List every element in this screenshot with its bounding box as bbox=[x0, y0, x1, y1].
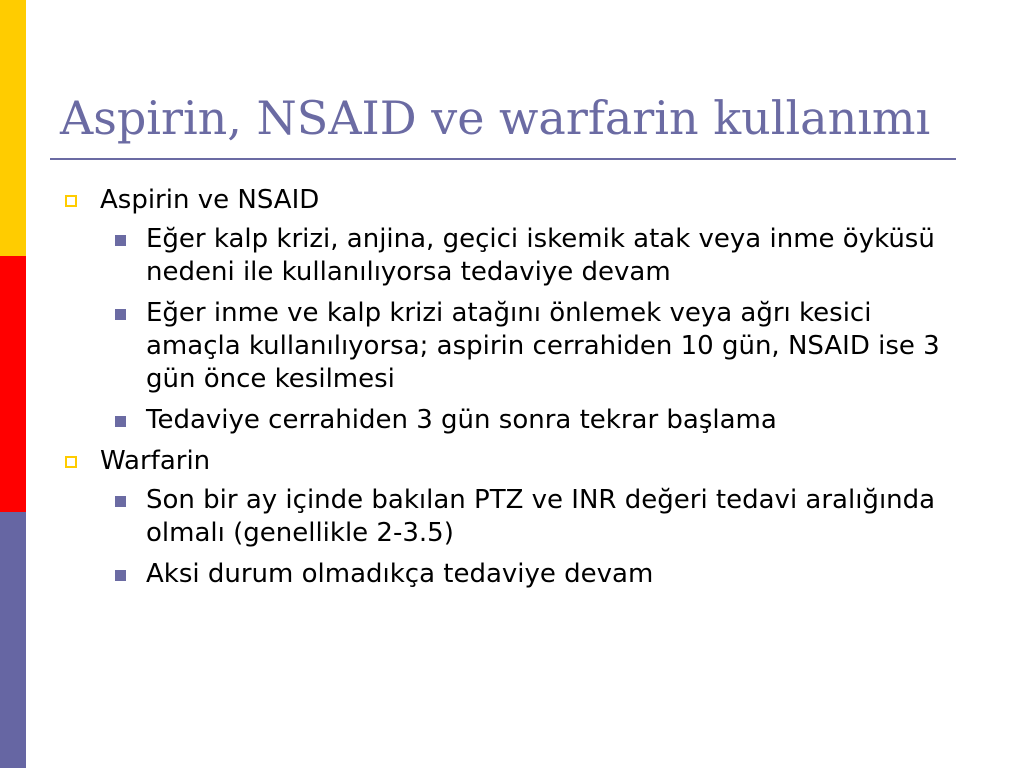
filled-square-bullet-icon bbox=[115, 309, 126, 320]
section-label: Aspirin ve NSAID bbox=[100, 185, 320, 215]
hollow-square-bullet-icon bbox=[65, 195, 77, 207]
filled-square-bullet-icon bbox=[115, 416, 126, 427]
side-bar-blue-segment bbox=[0, 512, 26, 768]
list-item bbox=[100, 223, 942, 289]
list-item bbox=[100, 484, 942, 550]
title-underline-rule bbox=[50, 158, 956, 160]
decorative-side-bar bbox=[0, 0, 26, 768]
section-aspirin-nsaid bbox=[62, 184, 962, 437]
filled-square-bullet-icon bbox=[115, 235, 126, 246]
list-item-text: Aksi durum olmadıkça tedaviye devam bbox=[146, 559, 654, 589]
list-item-text: Tedaviye cerrahiden 3 gün sonra tekrar başlama bbox=[146, 405, 777, 435]
hollow-square-bullet-icon bbox=[65, 456, 77, 468]
list-item bbox=[100, 297, 942, 396]
list-item-text: Eğer inme ve kalp krizi atağını önlemek veya ağrı kesici amaçla kullanılıyorsa; aspirin cerrahiden 10 gün, NSAID ise 3 gün önce kesilmesi bbox=[146, 298, 940, 394]
sub-bullet-list bbox=[100, 484, 962, 591]
slide-content bbox=[62, 184, 962, 599]
filled-square-bullet-icon bbox=[115, 570, 126, 581]
list-item bbox=[100, 404, 942, 437]
sub-bullet-list bbox=[100, 223, 962, 437]
list-item-text: Son bir ay içinde bakılan PTZ ve INR değeri tedavi aralığında olmalı (genellikle 2-3.5) bbox=[146, 485, 936, 548]
filled-square-bullet-icon bbox=[115, 496, 126, 507]
list-item bbox=[100, 558, 942, 591]
side-bar-red-segment bbox=[0, 256, 26, 512]
list-item-text: Eğer kalp krizi, anjina, geçici iskemik atak veya inme öyküsü nedeni ile kullanılıyorsa tedaviye devam bbox=[146, 224, 935, 287]
section-warfarin bbox=[62, 445, 962, 591]
slide-title: Aspirin, NSAID ve warfarin kullanımı bbox=[60, 91, 931, 145]
side-bar-yellow-segment bbox=[0, 0, 26, 256]
section-label: Warfarin bbox=[100, 446, 211, 476]
